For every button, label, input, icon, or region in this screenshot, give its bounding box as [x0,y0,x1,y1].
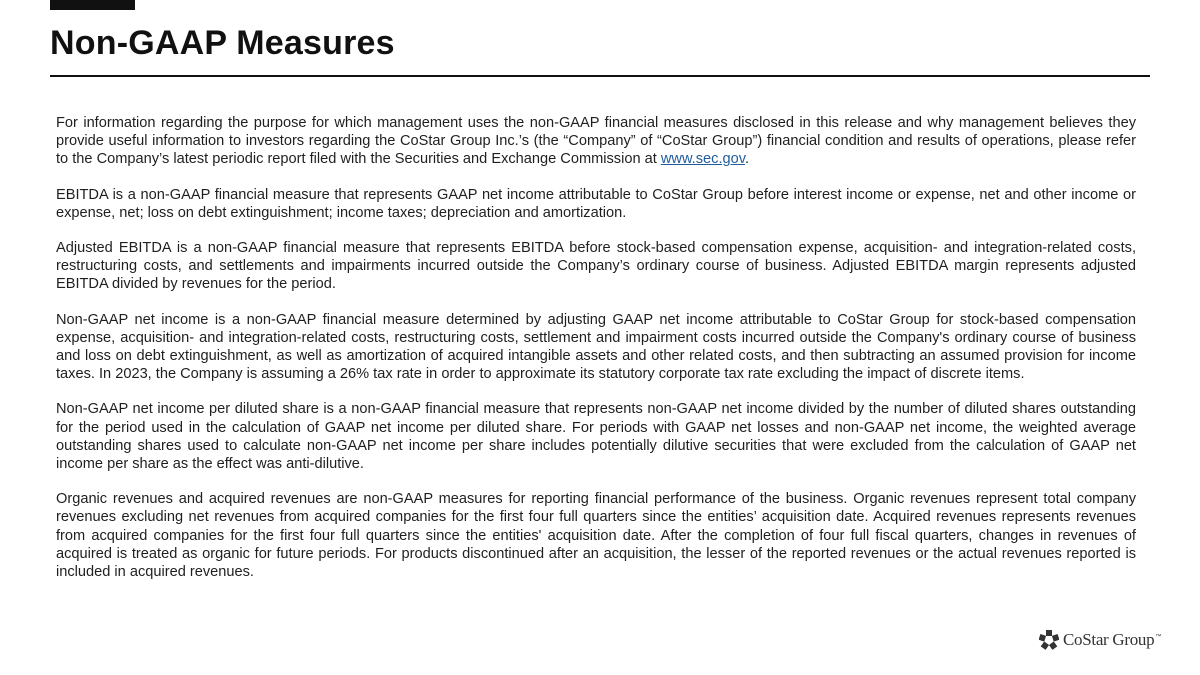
sec-gov-link[interactable]: www.sec.gov [660,151,745,168]
costar-star-icon [1039,630,1059,650]
title-divider [50,75,1150,77]
paragraph-adjusted-ebitda: Adjusted EBITDA is a non-GAAP financial measure that represents EBITDA before stock-based compensation expense, acquisition- and integration-related costs, restructuring costs, and settlements and impairments incurred outside the Company’s ordinary course of business. Adjusted EBITDA margin represents adjusted EBITDA divided by revenues for the period. [56,240,1136,293]
costar-logo [1039,628,1161,652]
paragraph-ebitda: EBITDA is a non-GAAP financial measure that represents GAAP net income attributable to CoStar Group before interest income or expense, net and other income or expense, net; loss on debt extinguishment; income taxes; depreciation and amortization. [56,186,1136,221]
paragraph-organic-revenues: Organic revenues and acquired revenues are non-GAAP measures for reporting financial performance of the business. Organic revenues represent total company revenues excluding net revenues from acquired companies for the first four full quarters since the entities’ acquisition date. Acquired revenues represents revenues from acquired companies for the first four full quarters since the entities' acquisition date. After the completion of four full fiscal quarters, changes in revenues of acquired is treated as organic for future periods. For products discontinued after an acquisition, the lesser of the reported revenues or the actual revenues reported is included in acquired revenues. [56,491,1136,581]
paragraph-non-gaap-net-income: Non-GAAP net income is a non-GAAP financial measure determined by adjusting GAAP net income attributable to CoStar Group for stock-based compensation expense, acquisition- and integration-related costs, restructuring costs, settlement and impairment costs incurred outside the Company's ordinary course of business and loss on debt extinguishment, as well as amortization of acquired intangible assets and other related costs, and then subtracting an assumed provision for income taxes. In 2023, the Company is assuming a 26% tax rate in order to approximate its statutory corporate tax rate excluding the impact of discrete items. [56,311,1136,383]
top-accent-bar [50,0,135,10]
logo-trademark: ™ [1155,634,1162,641]
paragraph-purpose [56,114,1136,169]
paragraph-purpose-text: For information regarding the purpose for which management uses the non-GAAP financial measures disclosed in this release and why management believes they provide useful information to investors regarding the CoStar Group Inc.’s (the “Company” of “CoStar Group”) financial condition and results of operations, please refer to the Company’s latest periodic report filed with the Securities and Exchange Commission at [56,115,1136,168]
page-title: Non-GAAP Measures [50,24,395,62]
paragraph-purpose-end: . [744,151,750,168]
logo-wordmark [1063,630,1161,650]
body-content [56,114,1136,598]
logo-name: CoStar Group [1063,630,1155,649]
paragraph-per-diluted-share: Non-GAAP net income per diluted share is a non-GAAP financial measure that represents non-GAAP net income divided by the number of diluted shares outstanding for the period used in the calculation of GAAP net income per diluted share. For periods with GAAP net losses and non-GAAP net income, the weighted average outstanding shares used to calculate non-GAAP net income per share includes potentially dilutive securities that were excluded from the calculation of GAAP net income per share as the effect was anti-dilutive. [56,401,1136,473]
